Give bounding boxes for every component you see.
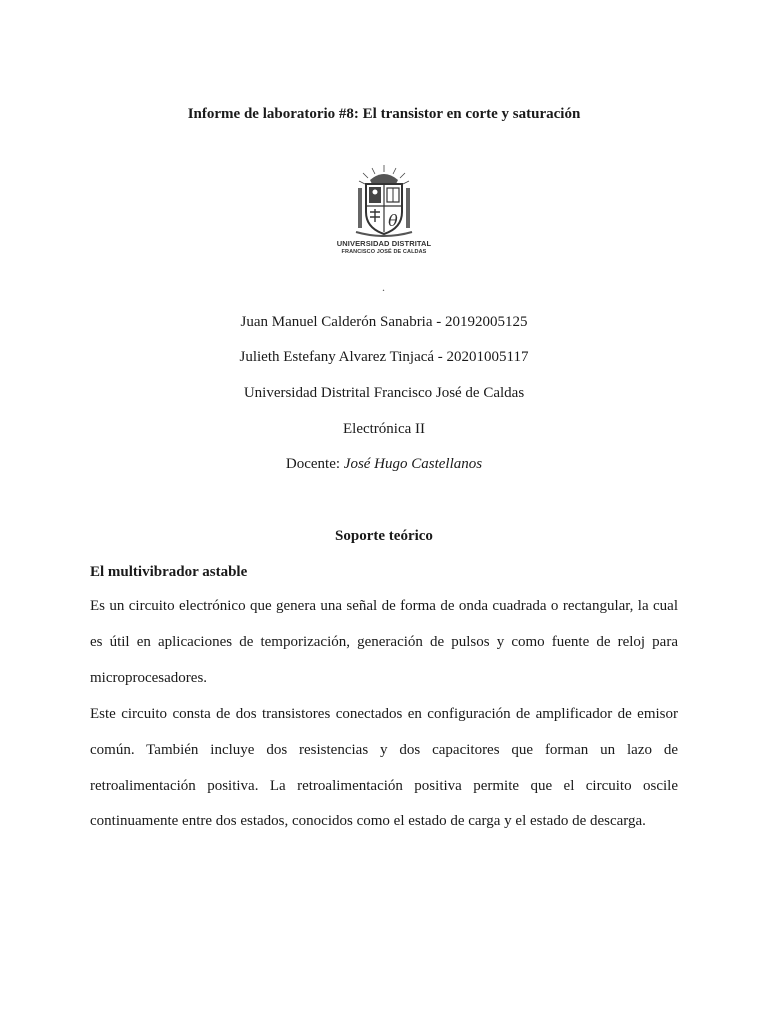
author-1: Juan Manuel Calderón Sanabria - 20192005125 bbox=[240, 314, 528, 330]
logo-university-name: UNIVERSIDAD DISTRITAL bbox=[336, 239, 432, 248]
course-name: Electrónica II bbox=[342, 421, 426, 437]
author-2: Julieth Estefany Alvarez Tinjacá - 20201005117 bbox=[239, 349, 529, 365]
docente-line bbox=[0, 456, 768, 473]
university-name: Universidad Distrital Francisco José de Caldas bbox=[243, 385, 525, 401]
university-logo bbox=[332, 162, 436, 258]
university-crest-icon bbox=[332, 162, 436, 238]
paragraph-line: Es un circuito electrónico que genera una señal de forma de onda cuadrada o rectangular, la cual bbox=[90, 598, 678, 614]
paragraph-line: retroalimentación positiva. La retroalimentación positiva permite que el circuito oscile bbox=[90, 777, 678, 794]
paragraph-line: común. También incluye dos resistencias y dos capacitores que forman un lazo de bbox=[90, 741, 678, 758]
paragraph-line: continuamente entre dos estados, conocidos como el estado de carga y el estado de descarga. bbox=[90, 813, 646, 830]
subsection-title: El multivibrador astable bbox=[90, 564, 248, 580]
paragraph-line: microprocesadores. bbox=[90, 669, 208, 686]
paragraph-line: es útil en aplicaciones de temporización, generación de pulsos y como fuente de reloj para bbox=[90, 633, 678, 650]
report-title: Informe de laboratorio #8: El transistor en corte y saturación bbox=[187, 106, 581, 122]
docente-name: José Hugo Castellanos bbox=[343, 456, 483, 472]
paragraph-1 bbox=[90, 589, 678, 696]
paragraph-line: Este circuito consta de dos transistores conectados en configuración de amplificador de emisor bbox=[90, 706, 678, 722]
section-title: Soporte teórico bbox=[335, 528, 433, 544]
docente-label: Docente: bbox=[285, 456, 344, 472]
separator-dot: . bbox=[382, 280, 385, 294]
logo-university-subname: FRANCISCO JOSÉ DE CALDAS bbox=[341, 249, 427, 255]
svg-text:θ: θ bbox=[388, 211, 398, 230]
paragraph-2 bbox=[90, 697, 678, 840]
